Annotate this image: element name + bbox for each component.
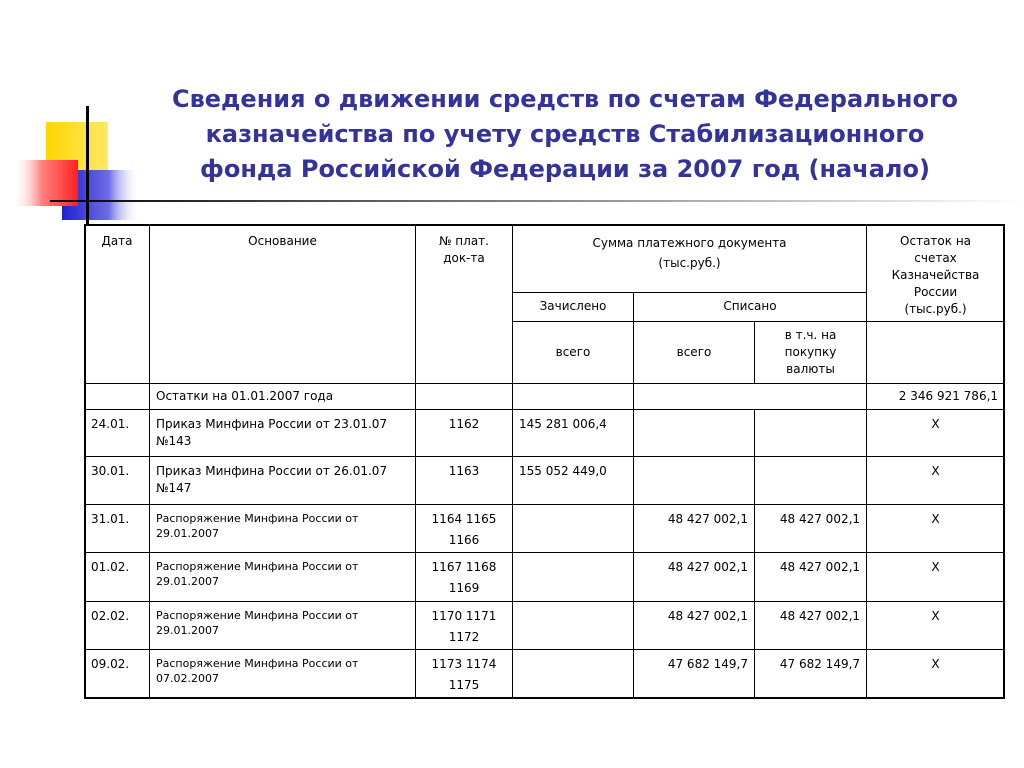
row-doc-line: 1173 1174 — [431, 656, 497, 671]
row-basis-line: Распоряжение Минфина России от — [156, 656, 359, 670]
cell-balance — [867, 553, 1005, 601]
header-credited-total — [513, 322, 634, 383]
cell-credited — [513, 383, 634, 409]
cell-basis — [150, 383, 416, 409]
header-doc-no-line: № плат. — [439, 234, 489, 248]
header-basis-label: Основание — [248, 234, 317, 248]
header-fx-line: в т.ч. на — [784, 328, 837, 343]
row-date: 31.01. — [91, 512, 130, 527]
header-debited-total — [634, 322, 755, 383]
cell-basis — [150, 553, 416, 601]
table-row — [85, 601, 1005, 649]
red-square — [12, 160, 78, 206]
table-row — [85, 505, 1005, 553]
cell-credited — [513, 649, 634, 697]
header-fx-line: валюты — [786, 362, 835, 377]
row-basis-line: №147 — [156, 480, 192, 495]
funds-movement-table — [84, 224, 1005, 698]
header-basis — [150, 225, 416, 384]
cell-date — [85, 505, 150, 553]
row-basis-line: 07.02.2007 — [156, 671, 219, 685]
cell-balance — [867, 601, 1005, 649]
row-doc-line: 1164 1165 — [431, 512, 497, 527]
cell-doc — [416, 601, 513, 649]
header-balance-line: счетах — [914, 251, 957, 265]
row-basis-line: Приказ Минфина России от 23.01.07 — [156, 416, 388, 431]
row-date: 02.02. — [91, 608, 130, 623]
header-sum — [513, 225, 867, 293]
header-sum-line: Сумма платежного документа — [592, 236, 787, 250]
row-basis-line: 29.01.2007 — [156, 527, 219, 541]
row-basis-line: Распоряжение Минфина России от — [156, 560, 359, 574]
header-date — [85, 225, 150, 384]
table-row — [85, 456, 1005, 504]
header-credited-total-label: всего — [555, 345, 591, 360]
cell-fx — [755, 601, 867, 649]
cell-balance — [867, 649, 1005, 697]
cell-doc — [416, 409, 513, 456]
row-date: 09.02. — [91, 656, 130, 671]
header-doc-no-line: док-та — [443, 251, 485, 265]
title-line: казначейства по учету средств Стабилизационного — [205, 120, 925, 148]
header-doc-no — [416, 225, 513, 384]
title-line: фонда Российской Федерации за 2007 год (начало) — [200, 155, 930, 183]
cell-credited — [513, 553, 634, 601]
row-balance: X — [931, 512, 940, 527]
header-balance — [867, 225, 1005, 322]
cell-basis — [150, 505, 416, 553]
row-doc-line: 1166 — [448, 533, 480, 548]
table-row — [85, 553, 1005, 601]
row-balance: X — [931, 463, 940, 478]
row-basis-line: №143 — [156, 433, 192, 448]
cell-debited — [634, 649, 755, 697]
row-fx: 48 427 002,1 — [779, 512, 861, 527]
cell-credited — [513, 601, 634, 649]
row-debited: 48 427 002,1 — [667, 512, 748, 527]
cell-debited — [634, 505, 755, 553]
cell-date — [85, 456, 150, 504]
opening-label: Остатки на 01.01.2007 года — [156, 388, 334, 403]
cell-basis — [150, 409, 416, 456]
cell-debited — [634, 601, 755, 649]
row-basis-line: Распоряжение Минфина России от — [156, 512, 359, 526]
row-basis-line: 29.01.2007 — [156, 575, 219, 589]
row-doc-line: 1170 1171 — [431, 608, 497, 623]
cell-doc — [416, 649, 513, 697]
header-credited-label: Зачислено — [539, 299, 607, 314]
cell-date — [85, 649, 150, 697]
row-basis-line: Приказ Минфина России от 26.01.07 — [156, 463, 388, 478]
row-doc-line: 1163 — [448, 463, 480, 478]
cell-credited — [513, 505, 634, 553]
row-doc-line: 1172 — [448, 629, 480, 644]
cell-credited — [513, 409, 634, 456]
cell-doc — [416, 383, 513, 409]
cell-doc — [416, 456, 513, 504]
row-debited: 48 427 002,1 — [667, 608, 748, 623]
cell-date — [85, 383, 150, 409]
cell-fx — [755, 553, 867, 601]
row-balance: X — [931, 416, 940, 431]
row-doc-line: 1175 — [448, 677, 480, 692]
vertical-line — [86, 106, 89, 226]
header-debited — [634, 293, 867, 322]
header-fx-line: покупку — [784, 345, 837, 360]
row-fx: 48 427 002,1 — [779, 608, 861, 623]
header-balance-line: России — [913, 285, 958, 299]
yellow-square — [46, 122, 108, 184]
cell-basis — [150, 601, 416, 649]
cell-fx — [755, 456, 867, 504]
cell-balance — [867, 409, 1005, 456]
header-date-label: Дата — [101, 234, 133, 248]
cell-fx — [755, 409, 867, 456]
cell-basis — [150, 456, 416, 504]
row-balance: X — [931, 560, 940, 575]
row-credited: 145 281 006,4 — [519, 416, 607, 431]
cell-debited — [634, 409, 755, 456]
table-row — [85, 649, 1005, 697]
row-debited: 47 682 149,7 — [667, 656, 748, 671]
cell-debited — [634, 456, 755, 504]
cell-balance — [867, 456, 1005, 504]
row-credited: 155 052 449,0 — [519, 463, 607, 478]
opening-balance-value: 2 346 921 786,1 — [898, 388, 999, 403]
row-doc-line: 1169 — [448, 581, 480, 596]
row-balance: X — [931, 608, 940, 623]
cell-debited — [634, 383, 867, 409]
cell-credited — [513, 456, 634, 504]
cell-doc — [416, 505, 513, 553]
row-basis-line: Распоряжение Минфина России от — [156, 608, 359, 622]
table-row — [85, 409, 1005, 456]
header-debited-total-label: всего — [676, 345, 712, 360]
row-date: 30.01. — [91, 463, 130, 478]
title-line: Сведения о движении средств по счетам Федерального — [171, 85, 959, 113]
row-debited: 48 427 002,1 — [667, 560, 748, 575]
header-balance-line: (тыс.руб.) — [904, 302, 967, 316]
cell-date — [85, 553, 150, 601]
cell-date — [85, 601, 150, 649]
cell-doc — [416, 553, 513, 601]
row-doc-line: 1167 1168 — [431, 560, 497, 575]
cell-debited — [634, 553, 755, 601]
header-credited — [513, 293, 634, 322]
horizontal-line — [50, 200, 1024, 202]
cell-fx — [755, 649, 867, 697]
opening-balance-row — [85, 383, 1005, 409]
cell-balance — [867, 505, 1005, 553]
cell-date — [85, 409, 150, 456]
row-date: 01.02. — [91, 560, 130, 575]
cell-balance — [867, 383, 1005, 409]
cell-basis — [150, 649, 416, 697]
header-balance-line: Остаток на — [900, 234, 972, 248]
row-fx: 48 427 002,1 — [779, 560, 861, 575]
header-balance-line: Казначейства — [891, 268, 980, 282]
row-date: 24.01. — [91, 416, 130, 431]
header-debited-label: Списано — [723, 299, 777, 314]
cell-fx — [755, 505, 867, 553]
row-basis-line: 29.01.2007 — [156, 623, 219, 637]
header-fx-purchase — [755, 322, 867, 383]
header-sum-line: (тыс.руб.) — [658, 256, 721, 270]
page-title — [120, 82, 1010, 187]
row-balance: X — [931, 656, 940, 671]
row-fx: 47 682 149,7 — [779, 656, 861, 671]
header-balance-empty — [867, 322, 1005, 383]
row-doc-line: 1162 — [448, 416, 480, 431]
